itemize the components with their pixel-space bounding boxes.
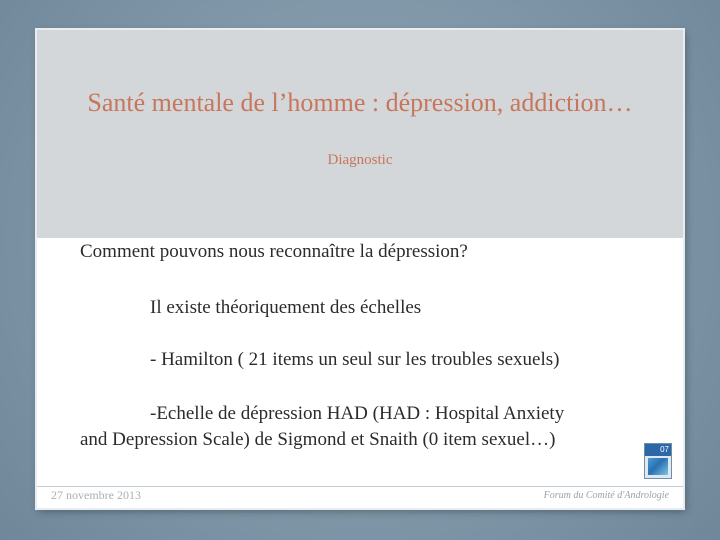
body-line-had: -Echelle de dépression HAD (HAD : Hospital Anxiety xyxy=(150,403,565,424)
footer-divider xyxy=(37,486,683,487)
logo-number: 07 xyxy=(645,444,671,456)
body-line-had-cont: and Depression Scale) de Sigmond et Snaith (0 item sexuel…) xyxy=(80,429,556,450)
body-line-question: Comment pouvons nous reconnaître la dépression? xyxy=(80,241,468,262)
body-line-hamilton: - Hamilton ( 21 items un seul sur les troubles sexuels) xyxy=(150,349,560,370)
footer-forum: Forum du Comité d'Andrologie xyxy=(543,490,669,501)
footer-date: 27 novembre 2013 xyxy=(51,488,141,502)
slide-title: Santé mentale de l’homme : dépression, addiction… xyxy=(87,88,633,117)
slide xyxy=(37,30,683,508)
logo-badge xyxy=(644,443,672,479)
body-line-scales: Il existe théoriquement des échelles xyxy=(150,297,422,318)
slide-subtitle: Diagnostic xyxy=(327,152,393,168)
logo-image xyxy=(648,458,668,475)
title-band xyxy=(37,30,683,238)
